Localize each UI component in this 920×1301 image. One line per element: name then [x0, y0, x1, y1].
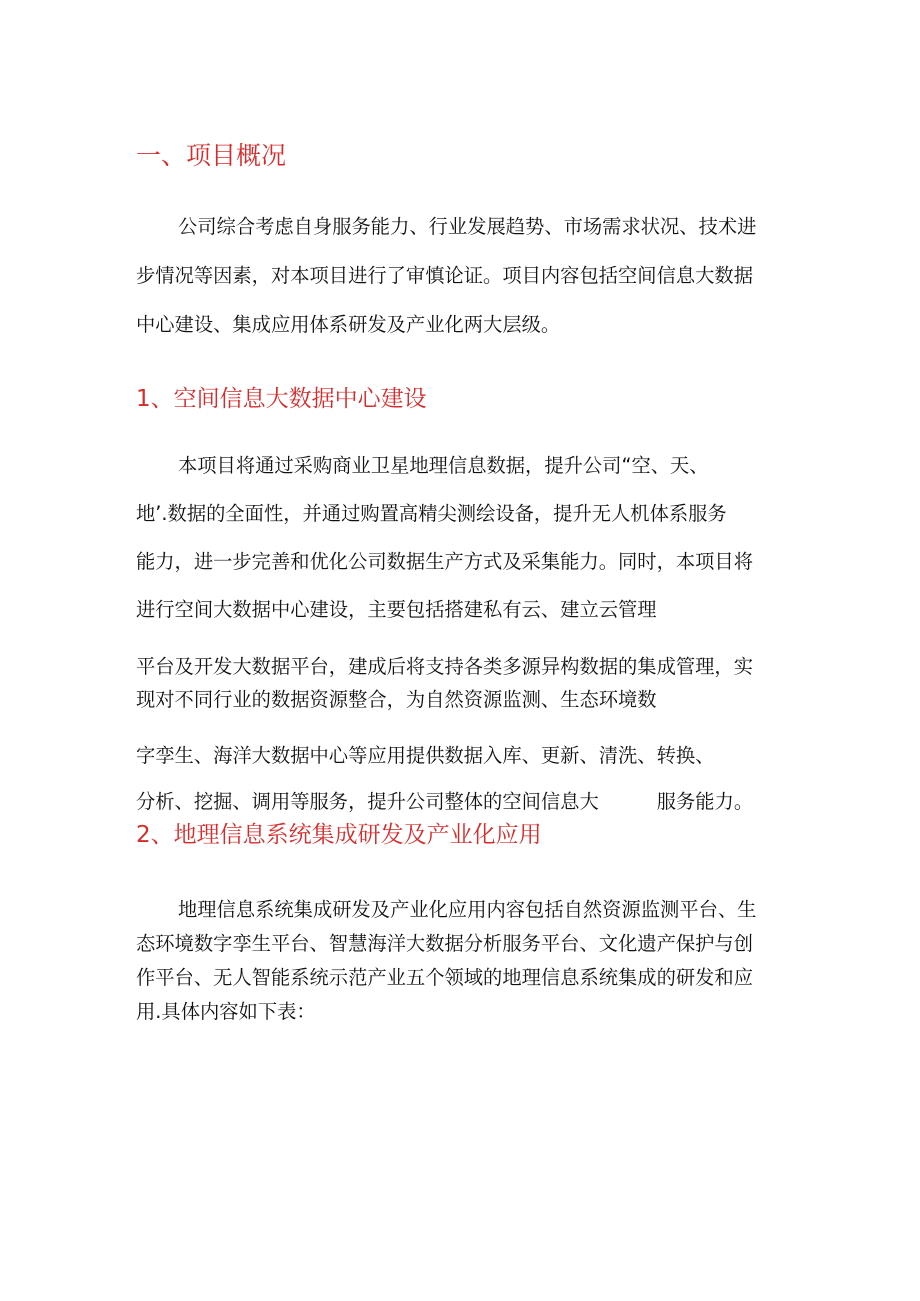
paragraph-line: 平台及开发大数据平台，建成后将支持各类多源异构数据的集成管理，实: [136, 655, 753, 678]
section-heading-project-overview: 一、项目概况: [136, 141, 287, 170]
paragraph-line-text: 分析、挖掘、调用等服务，提升公司整体的空间信息大: [136, 790, 599, 813]
paragraph-line: 态环境数字孪生平台、智慧海洋大数据分析服务平台、文化遗产保护与创: [136, 932, 753, 955]
paragraph-line: 作平台、无人智能系统示范产业五个领域的地理信息系统集成的研发和应: [136, 966, 753, 989]
paragraph-line: 步情况等因素，对本项目进行了审慎论证。项目内容包括空间信息大数据: [136, 264, 753, 287]
paragraph-line-fragment: 服务能力。: [656, 790, 754, 813]
paragraph-line: 地’.数据的全面性，并通过购置高精尖测绘设备，提升无人机体系服务: [136, 502, 727, 525]
paragraph-line: 中心建设、集成应用体系研发及产业化两大层级。: [136, 313, 561, 336]
paragraph-line: 用.具体内容如下表：: [136, 1000, 316, 1023]
paragraph-line: 现对不同行业的数据资源整合，为自然资源监测、生态环境数: [136, 688, 657, 711]
subsection-heading-data-center: 1、空间信息大数据中心建设: [136, 386, 427, 412]
paragraph-line: 字孪生、海洋大数据中心等应用提供数据入库、更新、清洗、转换、: [136, 744, 715, 767]
paragraph-line: 能力，进一步完善和优化公司数据生产方式及采集能力。同时，本项目将: [136, 550, 753, 573]
paragraph-line-with-gap: [136, 789, 753, 815]
subsection-heading-gis-integration: 2、地理信息系统集成研发及产业化应用: [136, 822, 542, 848]
paragraph-line: 本项目将通过采购商业卫星地理信息数据，提升公司“空、天、: [178, 454, 709, 477]
paragraph-line: 公司综合考虑自身服务能力、行业发展趋势、市场需求状况、技术进: [178, 215, 757, 238]
paragraph-line: 进行空间大数据中心建设，主要包括搭建私有云、建立云管理: [136, 598, 657, 621]
paragraph-line: 地理信息系统集成研发及产业化应用内容包括自然资源监测平台、生: [178, 898, 757, 921]
